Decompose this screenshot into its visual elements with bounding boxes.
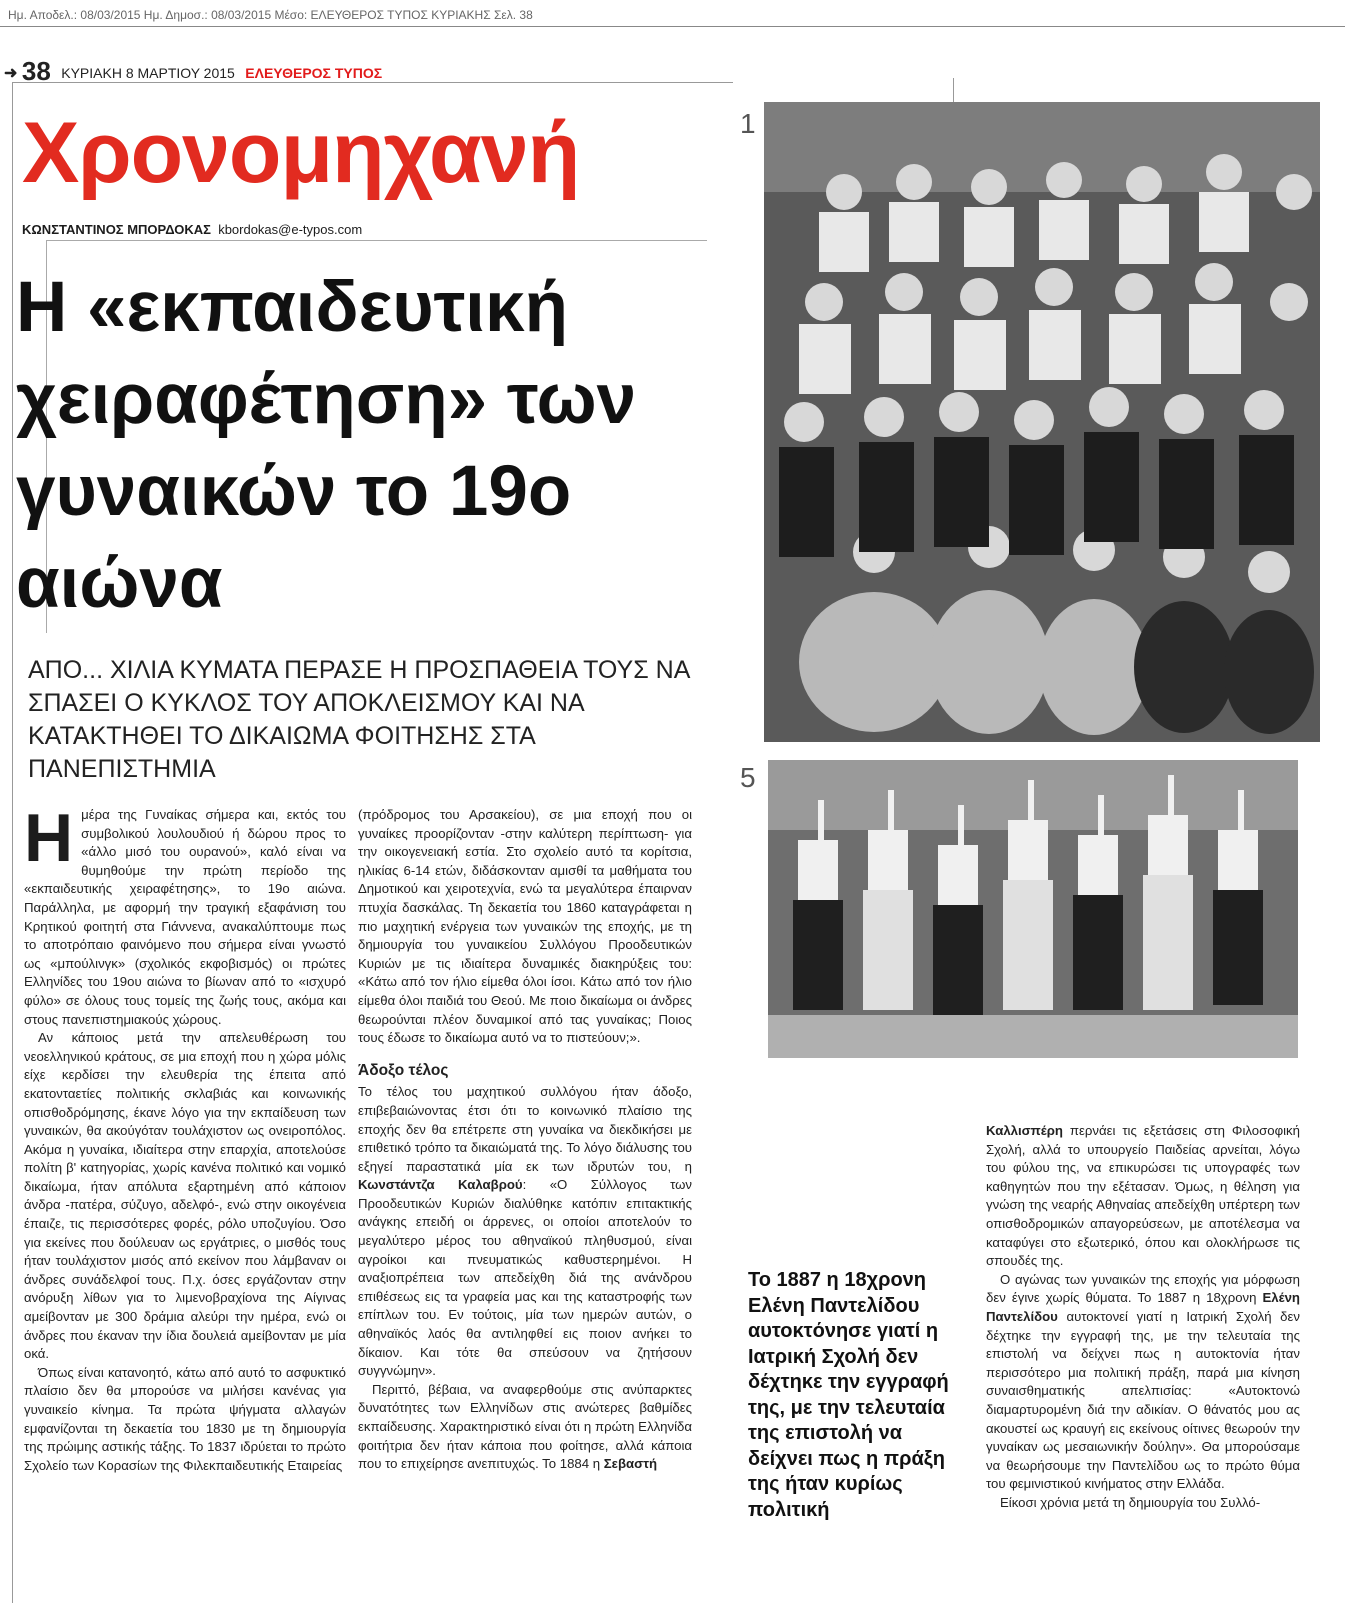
paragraph: Αν κάποιος μετά την απελευθέρωση του νεοελληνικού κράτους, σε μια εποχή που η χώρα μόλις είχε κερδίσει την ελευθερία της έπειτα από εκατονταετίες πολιτικής σκλαβιάς και κοινωνικής οπισθοδρόμησης, έκανε λόγο για την εκπαίδευση των γυναικών, θα ακούγόταν τουλάχιστον ως ονειροπόλος. Ακόμα η γυναίκα, ιδιαίτερα στην επαρχία, αποτελούσε πολίτη β' κατηγορίας, χωρίς κανένα πολιτικό και νομικό δικαίωμα, ήταν απόλυτα εξαρτημένη από κάποιον άνδρα -πατέρα, σύζυγο, αδελφό-, ενώ στην οικογένεια έπαιζε, τις περισσότερες φορές, ρόλο υποζυγίου. Όσο για εκείνες που δούλευαν ως εργάτριες, ο μισθός τους ήταν τουλάχιστον μισός από εκείνον που λάμβαναν οι άνδρες συνάδελφοί τους. Π.χ. όσες εργάζονταν στην ανόρυξη λίθων για το λιμενοβραχίονα της Αίγινας αμείβονταν με 300 δράμια αλεύρι την ημέρα, ενώ οι άνδρες που έκαναν την ίδια δουλειά αμείβονταν με μία οκά. (24, 1030, 346, 1362)
top-rule (0, 26, 1345, 27)
paragraph-text: Ο αγώνας των γυναικών της εποχής για μόρφωση δεν έγινε χωρίς θύματα. Το 1887 η 18χρονη (986, 1271, 1300, 1306)
person-name: Κωνστάντζα Καλαβρού (358, 1177, 523, 1193)
paragraph-text: Το τέλος του μαχητικού συλλόγου ήταν άδοξο, επιβεβαιώνοντας έτσι ότι το κοινωνικό πλαίσιο της εποχής δεν θα επέτρεπε στη γυναίκα να διεκδικήσει με επιθετικό τρόπο τα δικαιώματά της. Το λόγο διάλυσης του εξηγεί παραστατικά μία εκ των ιδρυτών του, η (358, 1084, 692, 1174)
photo-number: 1 (740, 108, 756, 139)
paragraph: Όπως είναι κατανοητό, κάτω από αυτό το ασφυκτικό πλαίσιο δεν θα μπορούσε να μιλήσει κανένας για γυναικείο κίνημα. Τα πρώτα ψήγματα αλλαγών εμφανίζονται τη δεκαετία του 1830 με τη δημιουργία της πρώιμης αστικής τάξης. Το 1837 ιδρύεται το πρώτο Σχολείο των Κορασίων της Φιλεκπαιδευτικής Εταιρείας (24, 1364, 346, 1473)
author-email: kbordokas@e-typos.com (218, 222, 363, 237)
article-column-3 (986, 1122, 1300, 1512)
paragraph: μέρα της Γυναίκας σήμερα και, εκτός του συμβολικού λουλουδιού ή δώρου προς το «άλλο μισό του ουρανού», καλό είναι να θυμηθούμε την πρώτη περίοδο της «εκπαιδευτικής χειραφέτησης», το 19ο αιώνα. Παράλληλα, με αφορμή την τραγική εξαφάνιση του Κρητικού φοιτητή στα Γιάννενα, ανακαλύπτουμε πως το αποτρόπαιο φαινόμενο που σήμερα είναι γνωστό ως «μπούλινγκ» (σχολικός εκφοβισμός) οι πρώτες Ελληνίδες του 19ου αιώνα το βίωναν από το «ισχυρό φύλο» σε όλους τους τομείς της ζωής τους, ακόμα και στους πανεπιστημιακούς χώρους. (24, 807, 346, 1027)
schoolgirls-photo-graphic (764, 102, 1320, 742)
section-title: Χρονομηχανή (22, 105, 580, 201)
paragraph-text: αυτοκτονεί γιατί η Ιατρική Σχολή δεν δέχτηκε την εγγραφή της, με την τελευταία της επιστολή να δείχνει πως η αυτοκτονία ήταν περισσότερο μια πολιτική πράξη, παρά μια κίνηση συναισθηματικής απελπισίας: «Αυτοκτονώ διαμαρτυρομένη διά την αδικίαν. Ο θάνατός μου ας ακουστεί ως κραυγή εις εκείνους οίτινες θεωρούν την γυναίκαν ως μεσαιωνικήν δούλην». Θα μπορούσαμε να θεωρήσουμε την Παντελίδου ως το πρώτο θύμα του φεμινιστικού κινήματος στην Ελλάδα. (986, 1308, 1300, 1492)
folio-arrow-icon: ➜ (4, 65, 18, 82)
paragraph-text: Περιττό, βέβαια, να αναφερθούμε στις ανύπαρκτες δυνατότητες των Ελληνίδων στις ανώτερες βαθμίδες εκπαίδευσης. Χαρακτηριστικό είναι ότι η πρώτη Ελληνίδα φοιτήτρια δεν ήταν κάποια που φοίτησε, αλλά κάποια που το επιχείρησε ανεπιτυχώς. Το 1884 η (358, 1381, 692, 1472)
paragraph (986, 1271, 1300, 1494)
person-name: Σεβαστή (603, 1456, 658, 1472)
drop-cap: Η (24, 800, 74, 876)
paragraph: Είκοσι χρόνια μετά τη δημιουργία του Συλλό- (1000, 1494, 1261, 1510)
article-column-1 (24, 800, 346, 1475)
issue-date: ΚΥΡΙΑΚΗ 8 ΜΑΡΤΙΟΥ 2015 (61, 65, 235, 81)
paragraph (986, 1122, 1300, 1271)
newspaper-name: ΕΛΕΥΘΕΡΟΣ ΤΥΠΟΣ (245, 65, 383, 81)
page-number: 38 (21, 56, 51, 86)
headline: Η «εκπαιδευτική χειραφέτηση» των γυναικών το 19ο αιώνα (16, 268, 637, 623)
paragraph (358, 1381, 692, 1474)
author-name: ΚΩΝΣΤΑΝΤΙΝΟΣ ΜΠΟΡΔΟΚΑΣ (22, 222, 211, 237)
paragraph: (πρόδρομος του Αρσακείου), σε μια εποχή που οι γυναίκες προορίζονταν -στην καλύτερη περίπτωση- για την οικογενειακή εστία. Στο σχολείο αυτό τα κορίτσια, ηλικίας 6-14 ετών, διδάσκονταν αμισθί τα μαθήματα του Δημοτικού και χειροτεχνία, ενώ τα μεγαλύτερα έπαιρναν πτυχία δασκάλας. Τη δεκαετία του 1860 καταγράφεται η πιο μαχητική ενέργεια των γυναικών της εποχής, με τη δημιουργία του γυναικείου Συλλόγου Προοδευτικών Κυριών με τις ιδιαίτερα δυναμικές διακηρύξεις του: «Κάτω από τον ήλιο είμεθα όλοι ίσοι. Κάτω από τον ήλιο είμεθα όλοι παιδιά του Θεού. Με ποιο δικαίωμα οι άνδρες θεωρούνται πλέον δυναμικοί από τας γυναίκας; Ποιος τους έδωσε το δικαίωμα αυτό να το πιστεύουν;». (358, 807, 692, 1046)
article-column-2 (358, 806, 692, 1474)
subheading: Άδοξο τέλος (358, 1061, 449, 1079)
person-name: Καλλισπέρη (986, 1123, 1063, 1138)
photo-schoolgirls (764, 102, 1320, 742)
gymnastics-photo-graphic (768, 760, 1298, 1058)
paragraph-text: : «Ο Σύλλογος των Προοδευτικών Κυριών διαλύθηκε κατόπιν επιτακτικής ανάγκης επειδή οι άρρενες, οι οποίοι αποτελούν το μεγαλύτερο μέρος του αθηναϊκού πληθυσμού, είναι αγροίκοι και πνευματικώς καθυστερημένοι. Η αναξιοπρέπεια των απεδείχθη διά της ανάνδρου επιθέσεως εις τα γραφεία μας και της καταστροφής των επίπλων του. Εν τούτοις, μία των ημερών αυτών, ο αθηναϊκός λαός θα αντιληφθεί εις ποιον ανήκει το δίκαιον. Και τότε θα σπεύσουν να ζητήσουν συγγνώμην». (358, 1177, 693, 1379)
paragraph (358, 1083, 692, 1381)
byline (22, 222, 362, 237)
person-name: Ελένη Παντελίδου (986, 1290, 1300, 1324)
photo-number: 5 (740, 762, 756, 793)
photo-gymnastics (768, 760, 1298, 1058)
clipping-metadata: Ημ. Αποδελ.: 08/03/2015 Ημ. Δημοσ.: 08/03/2015 Μέσο: ΕΛΕΥΘΕΡΟΣ ΤΥΠΟΣ ΚΥΡΙΑΚΗΣ Σελ. 38 (8, 8, 533, 22)
pull-quote: Το 1887 η 18χρονη Ελένη Παντελίδου αυτοκτόνησε γιατί η Ιατρική Σχολή δεν δέχτηκε την εγγραφή της, με την τελευταία της επιστολή να δείχνει πως η πράξη της ήταν κυρίως πολιτική (748, 1269, 949, 1521)
deck: ΑΠΟ... ΧΙΛΙΑ ΚΥΜΑΤΑ ΠΕΡΑΣΕ Η ΠΡΟΣΠΑΘΕΙΑ ΤΟΥΣ ΝΑ ΣΠΑΣΕΙ Ο ΚΥΚΛΟΣ ΤΟΥ ΑΠΟΚΛΕΙΣΜΟΥ ΚΑΙ ΝΑ ΚΑΤΑΚΤΗΘΕΙ ΤΟ ΔΙΚΑΙΩΜΑ ΦΟΙΤΗΣΗΣ ΣΤΑ ΠΑΝΕΠΙΣΤΗΜΙΑ (28, 656, 689, 783)
paragraph-text: περνάει τις εξετάσεις στη Φιλοσοφική Σχολή, αλλά το υπουργείο Παιδείας αρνείται, λόγω του φύλου της, να επικυρώσει τις υπογραφές των καθηγητών που την εξέτασαν. Όμως, η θέληση για γνώση της νεαρής Αθηναίας απεδείχθη υπέρτερη των οπισθοδρομικών απαγορεύσεων, με αποτέλεσμα να καταφύγει στο εξωτερικό, όπου και ολοκλήρωσε τις σπουδές της. (986, 1123, 1300, 1269)
